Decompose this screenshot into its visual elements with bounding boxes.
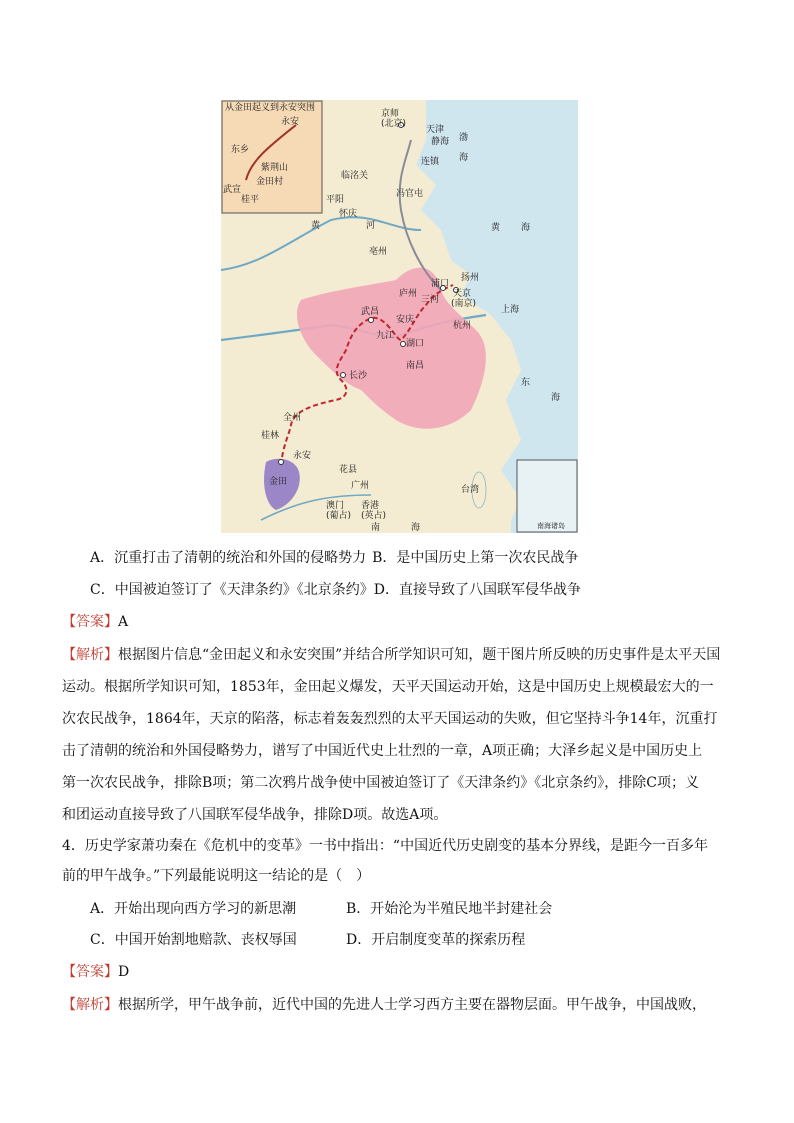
map-label: (北京) <box>381 119 407 129</box>
q3-analysis-line: 运动。根据所学知识可知，1853年，金田起义爆发，天平天国运动开始，这是中国历史上规模最宏大的一 <box>62 679 714 695</box>
q3-option-c: C．中国被迫签订了《天津条约》《北京条约》 <box>90 582 374 598</box>
map-label: 扬州 <box>461 273 480 283</box>
answer-value: A <box>118 614 129 630</box>
map-label: 天京 <box>453 289 472 299</box>
map-label: 东 <box>521 378 531 388</box>
q4-option-c: C．中国开始割地赔款、丧权辱国 <box>90 932 297 948</box>
answer-value: D <box>118 964 130 980</box>
q4-answer <box>62 962 129 982</box>
inset-map <box>222 101 322 213</box>
map-label: 桂平 <box>241 195 260 205</box>
map-label: 怀庆 <box>339 209 358 219</box>
q3-options-row2 <box>90 580 581 600</box>
map-label: 澳门 <box>326 501 345 511</box>
q3-option-b: B．是中国历史上第一次农民战争 <box>372 550 579 566</box>
map-label: 金田村 <box>256 177 284 187</box>
map-label: 黄 <box>311 221 321 231</box>
map-label: 临洺关 <box>341 171 369 181</box>
q3-analysis-line: 和团运动直接导致了八国联军侵华战争，排除D项。故选A项。 <box>62 807 448 823</box>
map-label: 香港 <box>361 501 380 511</box>
map-label: 庐州 <box>399 289 418 299</box>
map-label: 天津 <box>426 125 445 135</box>
map-label: 南昌 <box>406 361 425 371</box>
map-label: 花县 <box>339 465 358 475</box>
map-label: 永安 <box>293 451 312 461</box>
q4-analysis-line: 【解析】根据所学，甲午战争前，近代中国的先进人士学习西方主要在器物层面。甲午战争，中国战败， <box>62 997 706 1013</box>
map-inset-title: 从金田起义到永安突围 <box>225 103 316 113</box>
map-label: 平阳 <box>326 195 345 205</box>
map-label: (葡占) <box>326 511 352 521</box>
map-label: 海 <box>521 223 531 233</box>
map-label: 武昌 <box>361 307 380 317</box>
taiping-map <box>221 100 578 533</box>
map-label: 安庆 <box>396 315 415 325</box>
map-label: 海 <box>551 393 561 403</box>
map-label: 湖口 <box>406 339 425 349</box>
q3-analysis-line: 次农民战争，1864年，天京的陷落，标志着轰轰烈烈的太平天国运动的失败，但它坚持斗争14年，沉重打 <box>62 711 718 727</box>
map-label: 杭州 <box>453 321 472 331</box>
map-label: 三河 <box>421 295 440 305</box>
q3-option-a: A．沉重打击了清朝的统治和外国的侵略势力 <box>90 550 367 566</box>
map-label: (英占) <box>361 511 387 521</box>
map-label: 全州 <box>283 413 302 423</box>
q3-options-row1 <box>90 548 578 568</box>
map-label: 渤 <box>459 133 469 143</box>
map-label: 南 <box>371 523 381 533</box>
q3-option-d: D．直接导致了八国联军侵华战争 <box>373 582 581 598</box>
map-label: 浦口 <box>431 279 450 289</box>
q3-analysis-line: 第一次农民战争，排除B项；第二次鸦片战争使中国被迫签订了《天津条约》《北京条约》，排除C项；义 <box>62 775 699 791</box>
answer-tag: 【答案】 <box>62 964 118 980</box>
analysis-tag: 【解析】 <box>62 647 118 663</box>
map-label: 上海 <box>501 305 520 315</box>
map-label: 亳州 <box>369 247 388 257</box>
q3-analysis-line: 击了清朝的统治和外国侵略势力，谱写了中国近代史上壮烈的一章，A项正确；大泽乡起义是中国历史上 <box>62 743 703 759</box>
map-label: 黄 <box>491 223 501 233</box>
q4-stem-line: 4．历史学家萧功秦在《危机中的变革》一书中指出：“中国近代历史剧变的基本分界线，是距今一百多年 <box>62 838 709 854</box>
map-label: 台湾 <box>461 485 480 495</box>
map-label: 静海 <box>431 137 450 147</box>
map-label: 南海诸岛 <box>537 522 565 530</box>
q4-option-b: B．开始沦为半殖民地半封建社会 <box>346 901 553 917</box>
map-label: 九江 <box>376 331 395 341</box>
map-label: 永安 <box>281 117 300 127</box>
q4-option-a: A．开始出现向西方学习的新思潮 <box>90 901 297 917</box>
q4-option-d: D．开启制度变革的探索历程 <box>346 932 526 948</box>
map-label: (南京) <box>451 299 477 309</box>
map-label: 桂林 <box>261 431 280 441</box>
map-label: 武宣 <box>223 185 242 195</box>
map-label: 河 <box>366 221 376 231</box>
map-label: 连镇 <box>421 157 440 167</box>
map-label: 紫荆山 <box>261 163 289 173</box>
q3-analysis-line: 【解析】根据图片信息“金田起义和永安突围”并结合所学知识可知，题干图片所反映的历史事件是太平天国 <box>62 647 721 663</box>
map-label: 海 <box>411 523 421 533</box>
analysis-tag: 【解析】 <box>62 997 118 1013</box>
q4-stem-line: 前的甲午战争。”下列最能说明这一结论的是（ ） <box>62 868 371 884</box>
answer-tag: 【答案】 <box>62 614 118 630</box>
map-label: 金田 <box>269 477 288 487</box>
map-label: 长沙 <box>349 371 368 381</box>
map-label: 东乡 <box>231 145 250 155</box>
map-label: 京师 <box>381 109 400 119</box>
map-label: 冯官屯 <box>396 189 424 199</box>
map-label: 海 <box>459 153 469 163</box>
map-label: 广州 <box>351 481 370 491</box>
q3-answer <box>62 612 128 632</box>
